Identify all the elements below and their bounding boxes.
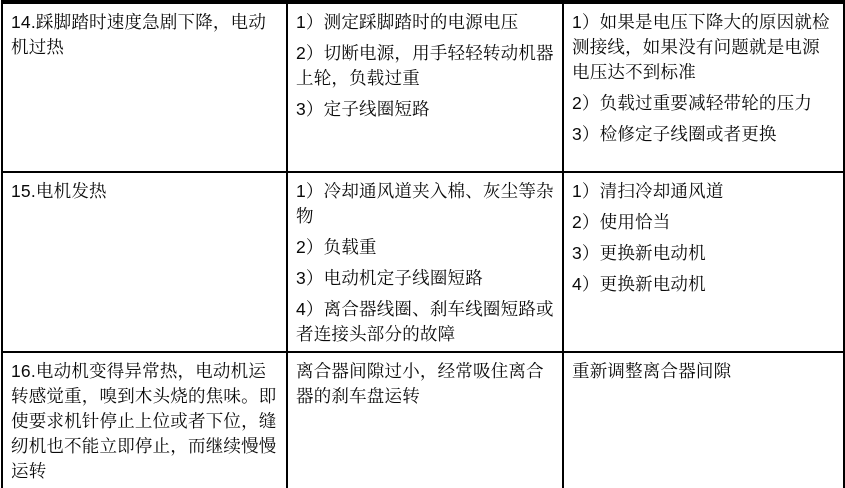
cause-item: 3）电动机定子线圈短路	[296, 268, 483, 288]
problem-text: 15.电机发热	[11, 181, 107, 201]
cause-item: 2）切断电源，用手轻轻转动机器上轮，负载过重	[296, 43, 554, 88]
problem-text: 16.电动机变得异常热，电动机运转感觉重，嗅到木头烧的焦味。即使要求机针停止上位或者下位，缝纫机也不能立即停止，而继续慢慢运转	[11, 361, 277, 481]
cause-item: 离合器间隙过小，经常吸住离合器的刹车盘运转	[296, 361, 544, 406]
problem-cell-14	[2, 2, 287, 172]
solution-item: 1）如果是电压下降大的原因就检测接线，如果没有问题就是电源电压达不到标准	[572, 12, 830, 82]
solutions-cell-14	[563, 2, 844, 172]
solution-item: 重新调整离合器间隙	[572, 361, 732, 381]
solution-item: 3）更换新电动机	[572, 243, 706, 263]
solutions-cell-16	[563, 352, 844, 488]
solutions-cell-15	[563, 172, 844, 352]
solution-item: 2）负载过重要减轻带轮的压力	[572, 93, 813, 113]
solution-item: 2）使用恰当	[572, 212, 671, 232]
cause-item: 1）冷却通风道夹入棉、灰尘等杂物	[296, 181, 554, 226]
table-row-14	[2, 2, 844, 172]
table-row-16	[2, 352, 844, 488]
solution-item: 3）检修定子线圈或者更换	[572, 124, 777, 144]
cause-item: 1）测定踩脚踏时的电源电压	[296, 12, 519, 32]
cause-item: 4）离合器线圈、刹车线圈短路或者连接头部分的故障	[296, 299, 554, 344]
problem-text: 14.踩脚踏时速度急剧下降，电动机过热	[11, 12, 267, 57]
table-row-15	[2, 172, 844, 352]
cause-item: 2）负载重	[296, 237, 377, 257]
solution-item: 1）清扫冷却通风道	[572, 181, 724, 201]
solution-item: 4）更换新电动机	[572, 274, 706, 294]
problem-cell-15	[2, 172, 287, 352]
causes-cell-14	[287, 2, 563, 172]
problem-cell-16	[2, 352, 287, 488]
causes-cell-15	[287, 172, 563, 352]
cause-item: 3）定子线圈短路	[296, 99, 430, 119]
troubleshooting-table	[1, 0, 845, 488]
causes-cell-16	[287, 352, 563, 488]
